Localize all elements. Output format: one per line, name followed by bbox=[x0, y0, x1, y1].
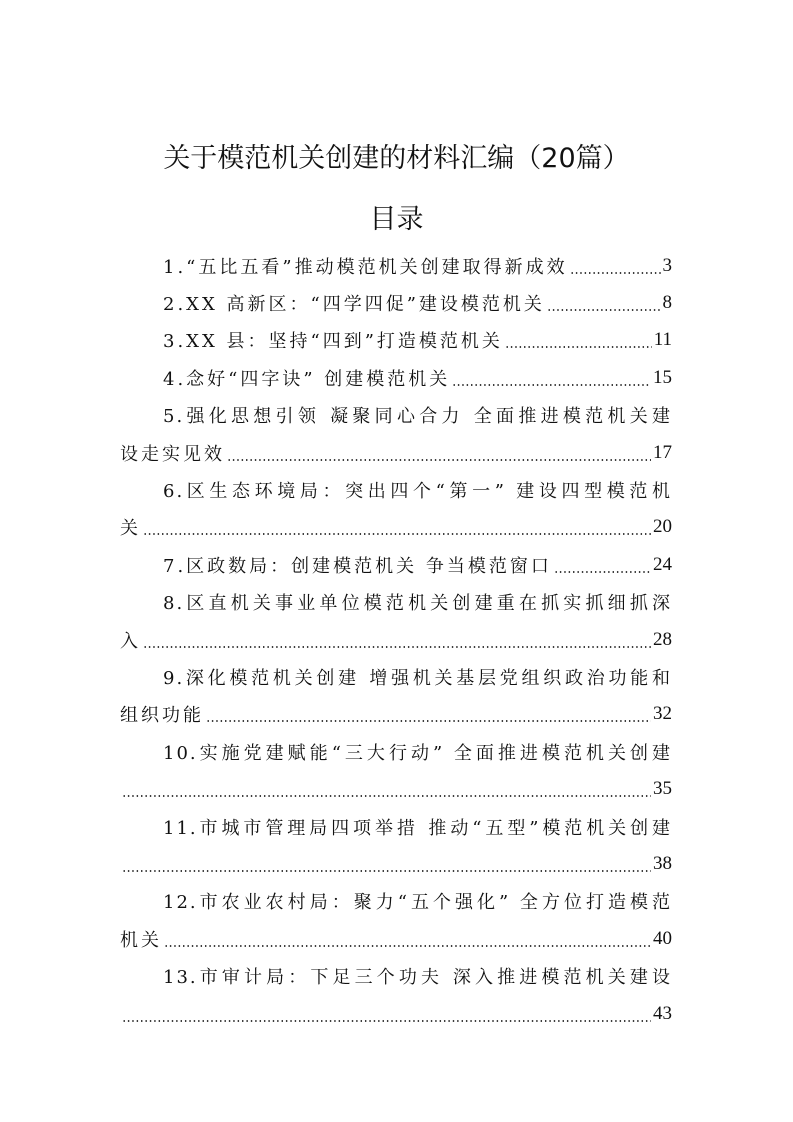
toc-page-number: 15 bbox=[653, 366, 672, 388]
toc-page-number: 24 bbox=[653, 553, 672, 575]
toc-entry-continuation[interactable] bbox=[120, 995, 672, 1032]
toc-entry[interactable] bbox=[120, 808, 672, 845]
toc-entry-title-cont: 机关 bbox=[120, 929, 162, 951]
dot-leader bbox=[143, 631, 651, 649]
toc-entry-title: 6.区生态环境局：突出四个“第一” 建设四型模范机 bbox=[163, 481, 672, 503]
toc-entry-title: 13.市审计局：下足三个功夫 深入推进模范机关建设 bbox=[163, 967, 672, 989]
toc-entry[interactable] bbox=[120, 957, 672, 994]
toc-page-number: 17 bbox=[653, 441, 672, 463]
toc-entry[interactable] bbox=[120, 733, 672, 770]
toc-entry-continuation[interactable] bbox=[120, 434, 672, 471]
toc-entry-continuation[interactable] bbox=[120, 845, 672, 882]
dot-leader bbox=[143, 518, 651, 536]
toc-page-number: 40 bbox=[653, 927, 672, 949]
dot-leader bbox=[227, 444, 651, 462]
dot-leader bbox=[452, 369, 651, 387]
dot-leader bbox=[505, 331, 652, 349]
toc-entry-title-cont: 关 bbox=[120, 518, 141, 540]
toc-entry-continuation[interactable] bbox=[120, 920, 672, 957]
toc-entry[interactable] bbox=[120, 584, 672, 621]
toc-entry-title-cont: 设走实见效 bbox=[120, 443, 225, 465]
toc-entry-title: 1.“五比五看”推动模范机关创建取得新成效 bbox=[163, 256, 568, 278]
toc-entry-continuation[interactable] bbox=[120, 509, 672, 546]
toc-page-number: 35 bbox=[653, 778, 672, 800]
toc-page-number: 20 bbox=[653, 516, 672, 538]
toc-heading: 目录 bbox=[369, 204, 424, 235]
toc-entry-title: 12.市农业农村局：聚力“五个强化” 全方位打造模范 bbox=[163, 892, 672, 914]
toc-entry[interactable] bbox=[120, 284, 672, 321]
toc-entry-continuation[interactable] bbox=[120, 770, 672, 807]
toc-entry-title: 11.市城市管理局四项举措 推动“五型”模范机关创建 bbox=[163, 817, 672, 839]
dot-leader bbox=[164, 930, 651, 948]
dot-leader bbox=[122, 780, 651, 798]
toc-page-number: 32 bbox=[653, 703, 672, 725]
toc-entry-title: 7.区政数局：创建模范机关 争当模范窗口 bbox=[163, 555, 552, 577]
dot-leader bbox=[547, 294, 661, 312]
toc-entry[interactable] bbox=[120, 658, 672, 695]
toc-entry[interactable] bbox=[120, 359, 672, 396]
toc-page-number: 43 bbox=[653, 1002, 672, 1024]
toc-entry-title: 5.强化思想引领 凝聚同心合力 全面推进模范机关建 bbox=[163, 406, 672, 428]
table-of-contents bbox=[120, 247, 672, 1032]
toc-page-number: 3 bbox=[662, 254, 672, 276]
toc-page-number: 8 bbox=[662, 292, 672, 314]
dot-leader bbox=[122, 855, 651, 873]
toc-entry[interactable] bbox=[120, 397, 672, 434]
toc-entry[interactable] bbox=[120, 247, 672, 284]
document-title: 关于模范机关创建的材料汇编（20篇） bbox=[163, 143, 630, 174]
dot-leader bbox=[122, 1005, 651, 1023]
toc-entry-continuation[interactable] bbox=[120, 696, 672, 733]
toc-entry-title: 9.深化模范机关创建 增强机关基层党组织政治功能和 bbox=[163, 667, 672, 689]
toc-entry-title: 8.区直机关事业单位模范机关创建重在抓实抓细抓深 bbox=[163, 593, 672, 615]
dot-leader bbox=[206, 705, 651, 723]
dot-leader bbox=[554, 556, 651, 574]
toc-entry-title: 2.XX 高新区：“四学四促”建设模范机关 bbox=[163, 294, 545, 316]
toc-entry[interactable] bbox=[120, 471, 672, 508]
toc-entry-continuation[interactable] bbox=[120, 621, 672, 658]
toc-entry[interactable] bbox=[120, 322, 672, 359]
toc-entry-title-cont: 组织功能 bbox=[120, 705, 204, 727]
toc-page-number: 38 bbox=[653, 852, 672, 874]
toc-page-number: 11 bbox=[653, 329, 672, 351]
toc-entry-title: 4.念好“四字诀” 创建模范机关 bbox=[163, 368, 451, 390]
toc-page-number: 28 bbox=[653, 628, 672, 650]
toc-entry[interactable] bbox=[120, 883, 672, 920]
toc-entry-title: 10.实施党建赋能“三大行动” 全面推进模范机关创建 bbox=[163, 742, 672, 764]
toc-entry-title: 3.XX 县：坚持“四到”打造模范机关 bbox=[163, 331, 503, 353]
toc-entry-title-cont: 入 bbox=[120, 630, 141, 652]
toc-entry[interactable] bbox=[120, 546, 672, 583]
dot-leader bbox=[570, 257, 661, 275]
